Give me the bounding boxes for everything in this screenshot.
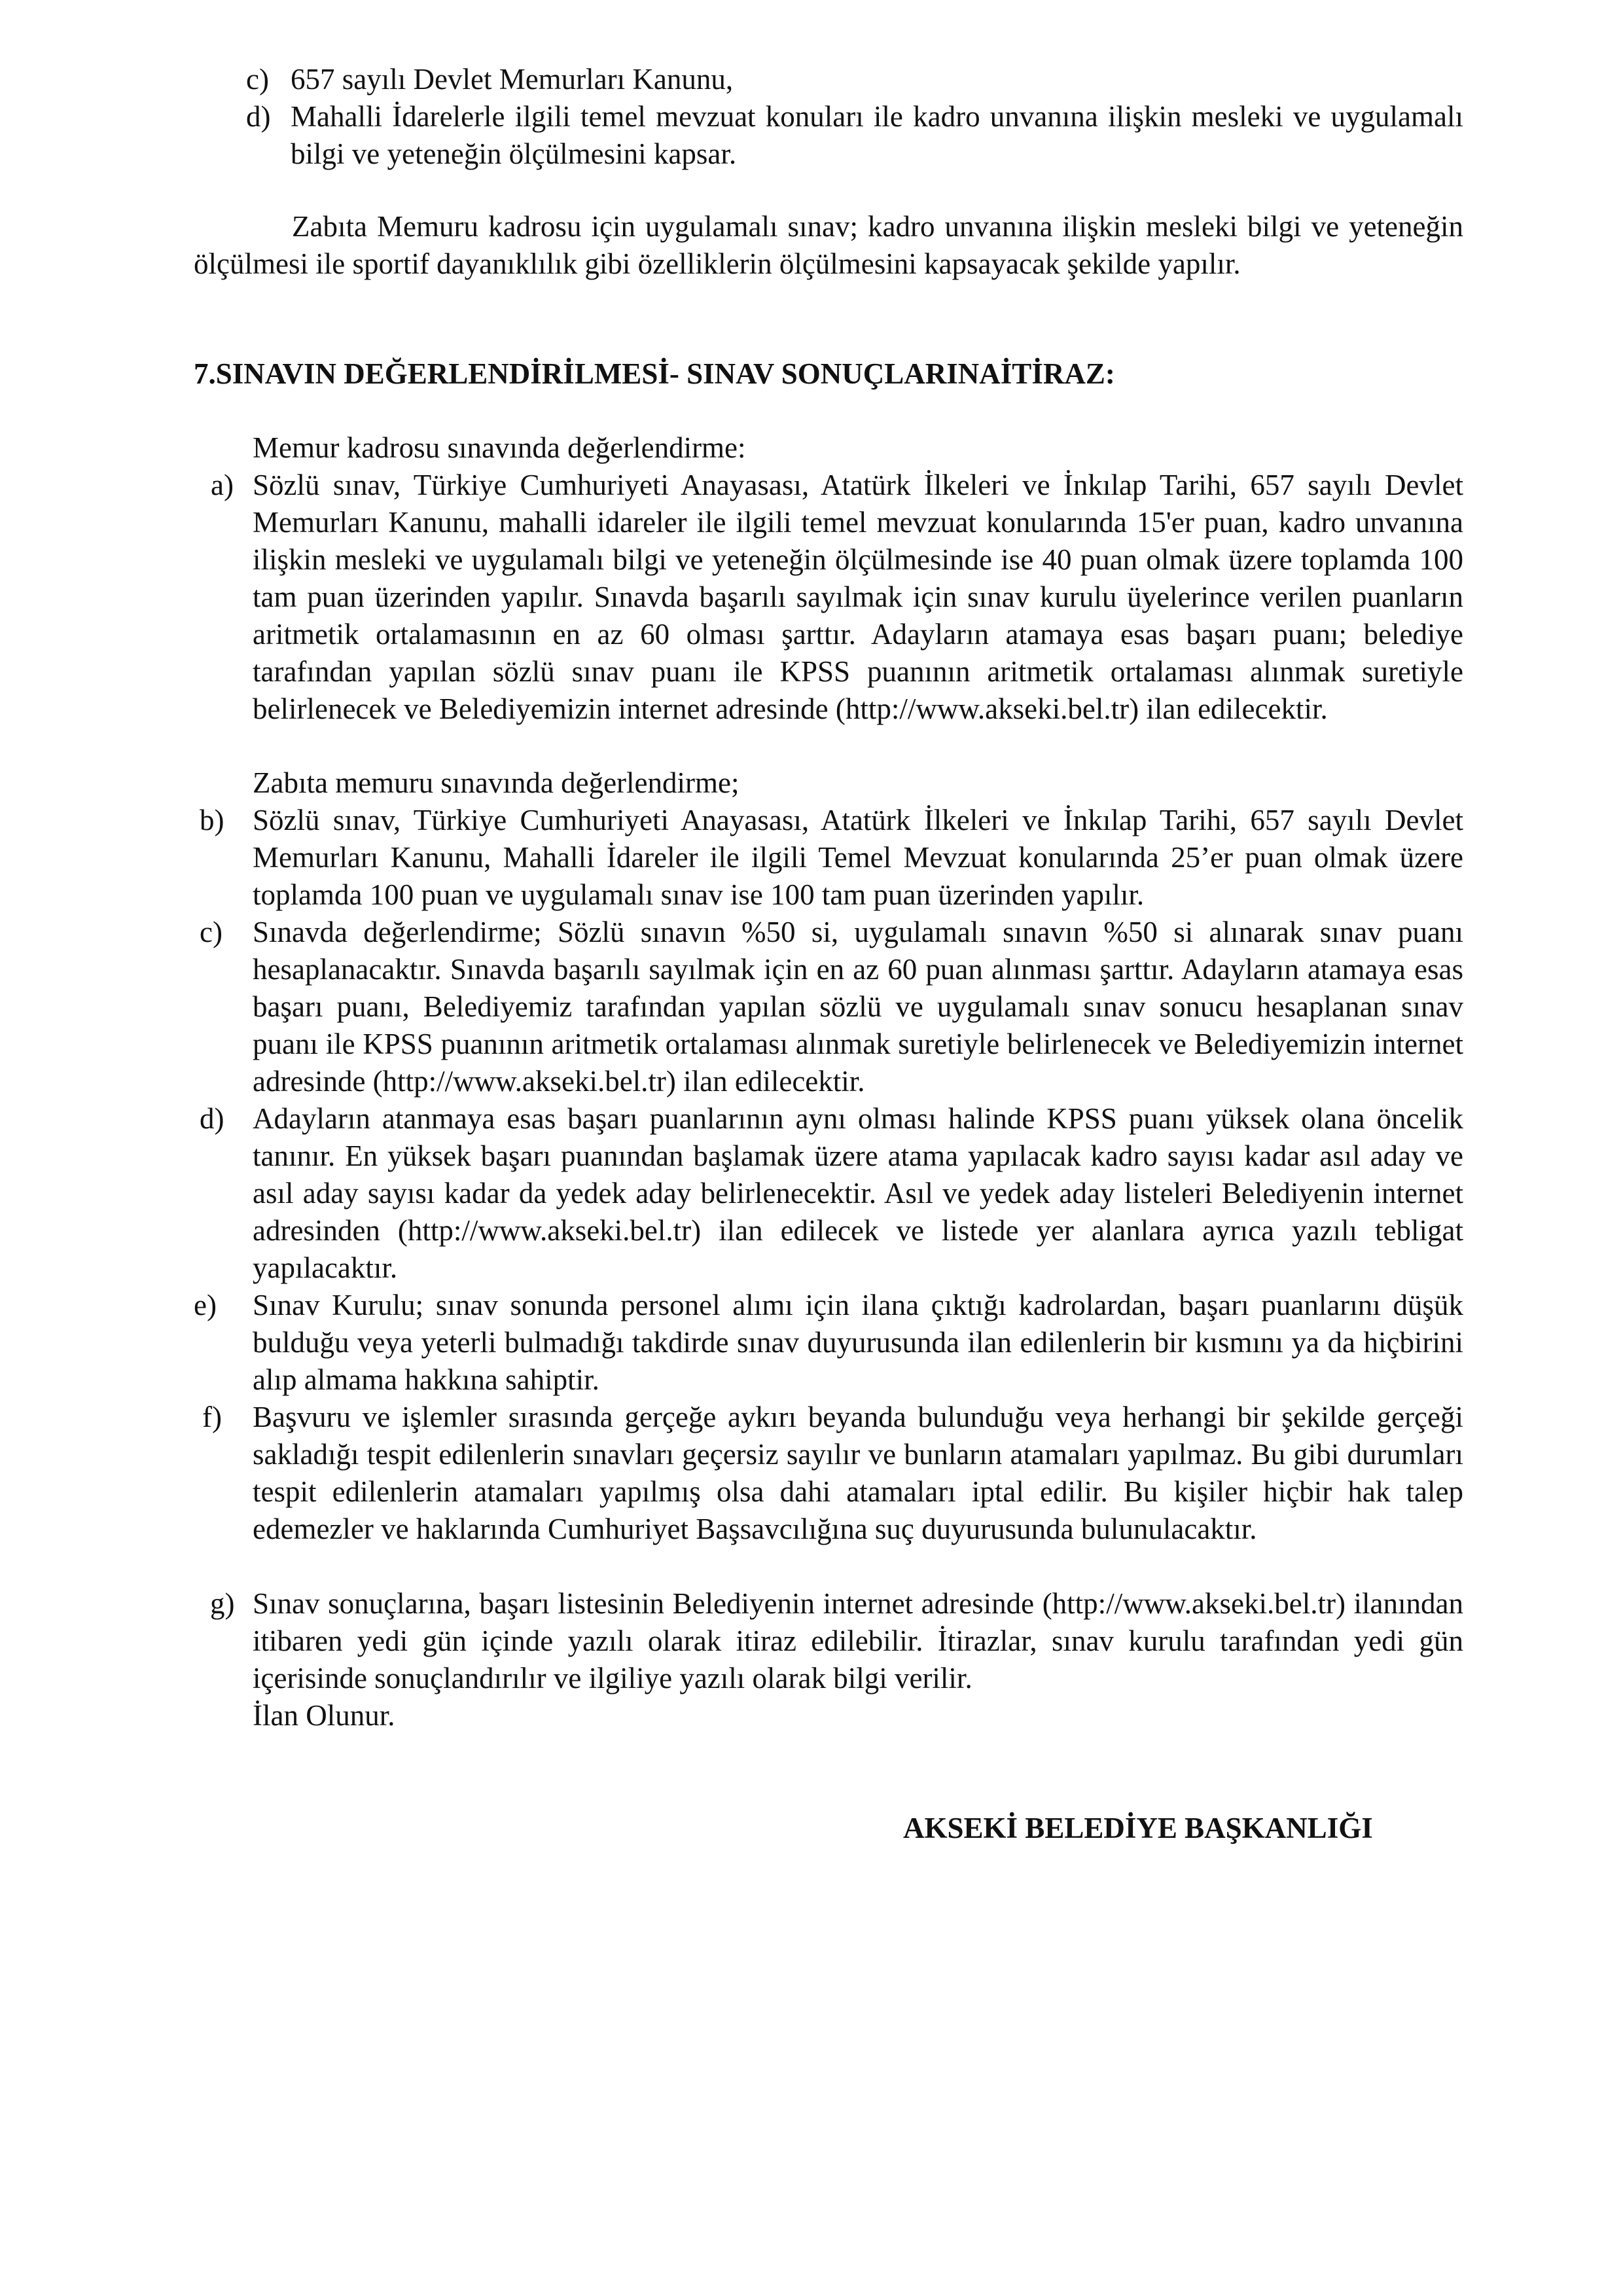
list-label: a) [211,469,234,501]
zabita-paragraph: Zabıta Memuru kadrosu için uygulamalı sınav; kadro unvanına ilişkin mesleki bilgi ve yeteneğin ölçülmesi ile sportif dayanıklılık gibi özelliklerin ölçülmesini kapsayacak şekilde yapılır. [194,210,1463,280]
memur-intro: Memur kadrosu sınavında değerlendirme: [253,431,746,464]
list-text: Adayların atanmaya esas başarı puanlarının aynı olması halinde KPSS puanı yüksek olana öncelik tanınır. En yüksek başarı puanından başlamak üzere atama yapılacak kadro sayısı kadar asıl aday ve asıl aday sayısı kadar da yedek aday belirlenecektir. Asıl ve yedek aday listeleri Belediyenin internet adresinden (http://www.akseki.bel.tr) ilan edilecek ve listede yer alanlara ayrıca yazılı tebligat yapılacaktır. [253,1102,1463,1284]
list-item-a [211,467,1463,728]
list-item-f [202,1399,1463,1548]
list-label: d) [246,100,271,133]
list-text: Sınav sonuçlarına, başarı listesinin Belediyenin internet adresinde (http://www.akseki.bel.tr) ilanından itibaren yedi gün içinde yazılı olarak itiraz edilebilir. İtirazlar, sınav kurulu tarafından yedi gün içerisinde sonuçlandırılır ve ilgiliye yazılı olarak bilgi verilir. [253,1587,1463,1695]
list-text: Mahalli İdarelerle ilgili temel mevzuat konuları ile kadro unvanına ilişkin mesleki ve uygulamalı bilgi ve yeteneğin ölçülmesini kapsar. [291,100,1463,170]
list-item-g [210,1585,1463,1697]
list-text: 657 sayılı Devlet Memurları Kanunu, [291,63,734,96]
list-label: d) [200,1102,224,1135]
list-item-e [194,1287,1463,1399]
list-text: Sözlü sınav, Türkiye Cumhuriyeti Anayasası, Atatürk İlkeleri ve İnkılap Tarihi, 657 sayılı Devlet Memurları Kanunu, mahalli idareler ile ilgili temel mevzuat konularında 15'er puan, kadro unvanına ilişkin mesleki ve uygulamalı bilgi ve yeteneğin ölçülmesinde ise 40 puan olmak üzere toplamda 100 tam puan üzerinden yapılır. Sınavda başarılı sayılmak için sınav kurulu üyelerince verilen puanların aritmetik ortalamasının en az 60 olması şarttır. Adayların atamaya esas başarı puanı; belediye tarafından yapılan sözlü sınav puanı ile KPSS puanının aritmetik ortalaması alınmak suretiyle belirlenecek ve Belediyemizin internet adresinde (http://www.akseki.bel.tr) ilan edilecektir. [253,469,1463,725]
list-text: Sözlü sınav, Türkiye Cumhuriyeti Anayasası, Atatürk İlkeleri ve İnkılap Tarihi, 657 sayılı Devlet Memurları Kanunu, Mahalli İdareler ile ilgili Temel Mevzuat konularında 25’er puan olmak üzere toplamda 100 puan ve uygulamalı sınav ise 100 tam puan üzerinden yapılır. [253,804,1463,911]
list-item-d [200,1100,1463,1287]
list-label: c) [200,916,223,948]
list-label: c) [246,63,269,96]
list-text: Sınavda değerlendirme; Sözlü sınavın %50 si, uygulamalı sınavın %50 si alınarak sınav puanı hesaplanacaktır. Sınavda başarılı sayılmak için en az 60 puan alınması şarttır. Adayların atamaya esas başarı puanı, Belediyemiz tarafından yapılan sözlü ve uygulamalı sınav sonucu hesaplanan sınav puanı ile KPSS puanının aritmetik ortalaması alınmak suretiyle belirlenecek ve Belediyemizin internet adresinde (http://www.akseki.bel.tr) ilan edilecektir. [253,916,1463,1098]
section-heading: 7.SINAVIN DEĞERLENDİRİLMESİ- SINAV SONUÇLARINAİTİRAZ: [194,357,1115,390]
zabita-intro: Zabıta memuru sınavında değerlendirme; [253,766,740,799]
signature: AKSEKİ BELEDİYE BAŞKANLIĞI [903,1812,1373,1844]
list-item-top-d [246,98,1463,173]
list-label: b) [200,804,224,836]
list-item-b [200,802,1463,914]
list-text: Sınav Kurulu; sınav sonunda personel alımı için ilana çıktığı kadrolardan, başarı puanlarını düşük bulduğu veya yeterli bulmadığı takdirde sınav duyurusunda ilan edilenlerin bir kısmını ya da hiçbirini alıp almama hakkına sahiptir. [253,1289,1463,1396]
list-item-top-c [246,61,1463,98]
list-item-c [200,914,1463,1100]
closing-line: İlan Olunur. [253,1699,395,1732]
list-text: Başvuru ve işlemler sırasında gerçeğe aykırı beyanda bulunduğu veya herhangi bir şekilde gerçeği sakladığı tespit edilenlerin sınavları geçersiz sayılır ve bunların atamaları yapılmaz. Bu gibi durumları tespit edilenlerin atamaları yapılmış olsa dahi atamaları iptal edilir. Bu kişiler hiçbir hak talep edemezler ve haklarında Cumhuriyet Başsavcılığına suç duyurusunda bulunulacaktır. [253,1401,1463,1545]
list-label: e) [194,1289,217,1321]
list-label: f) [202,1401,222,1433]
list-label: g) [210,1587,235,1620]
